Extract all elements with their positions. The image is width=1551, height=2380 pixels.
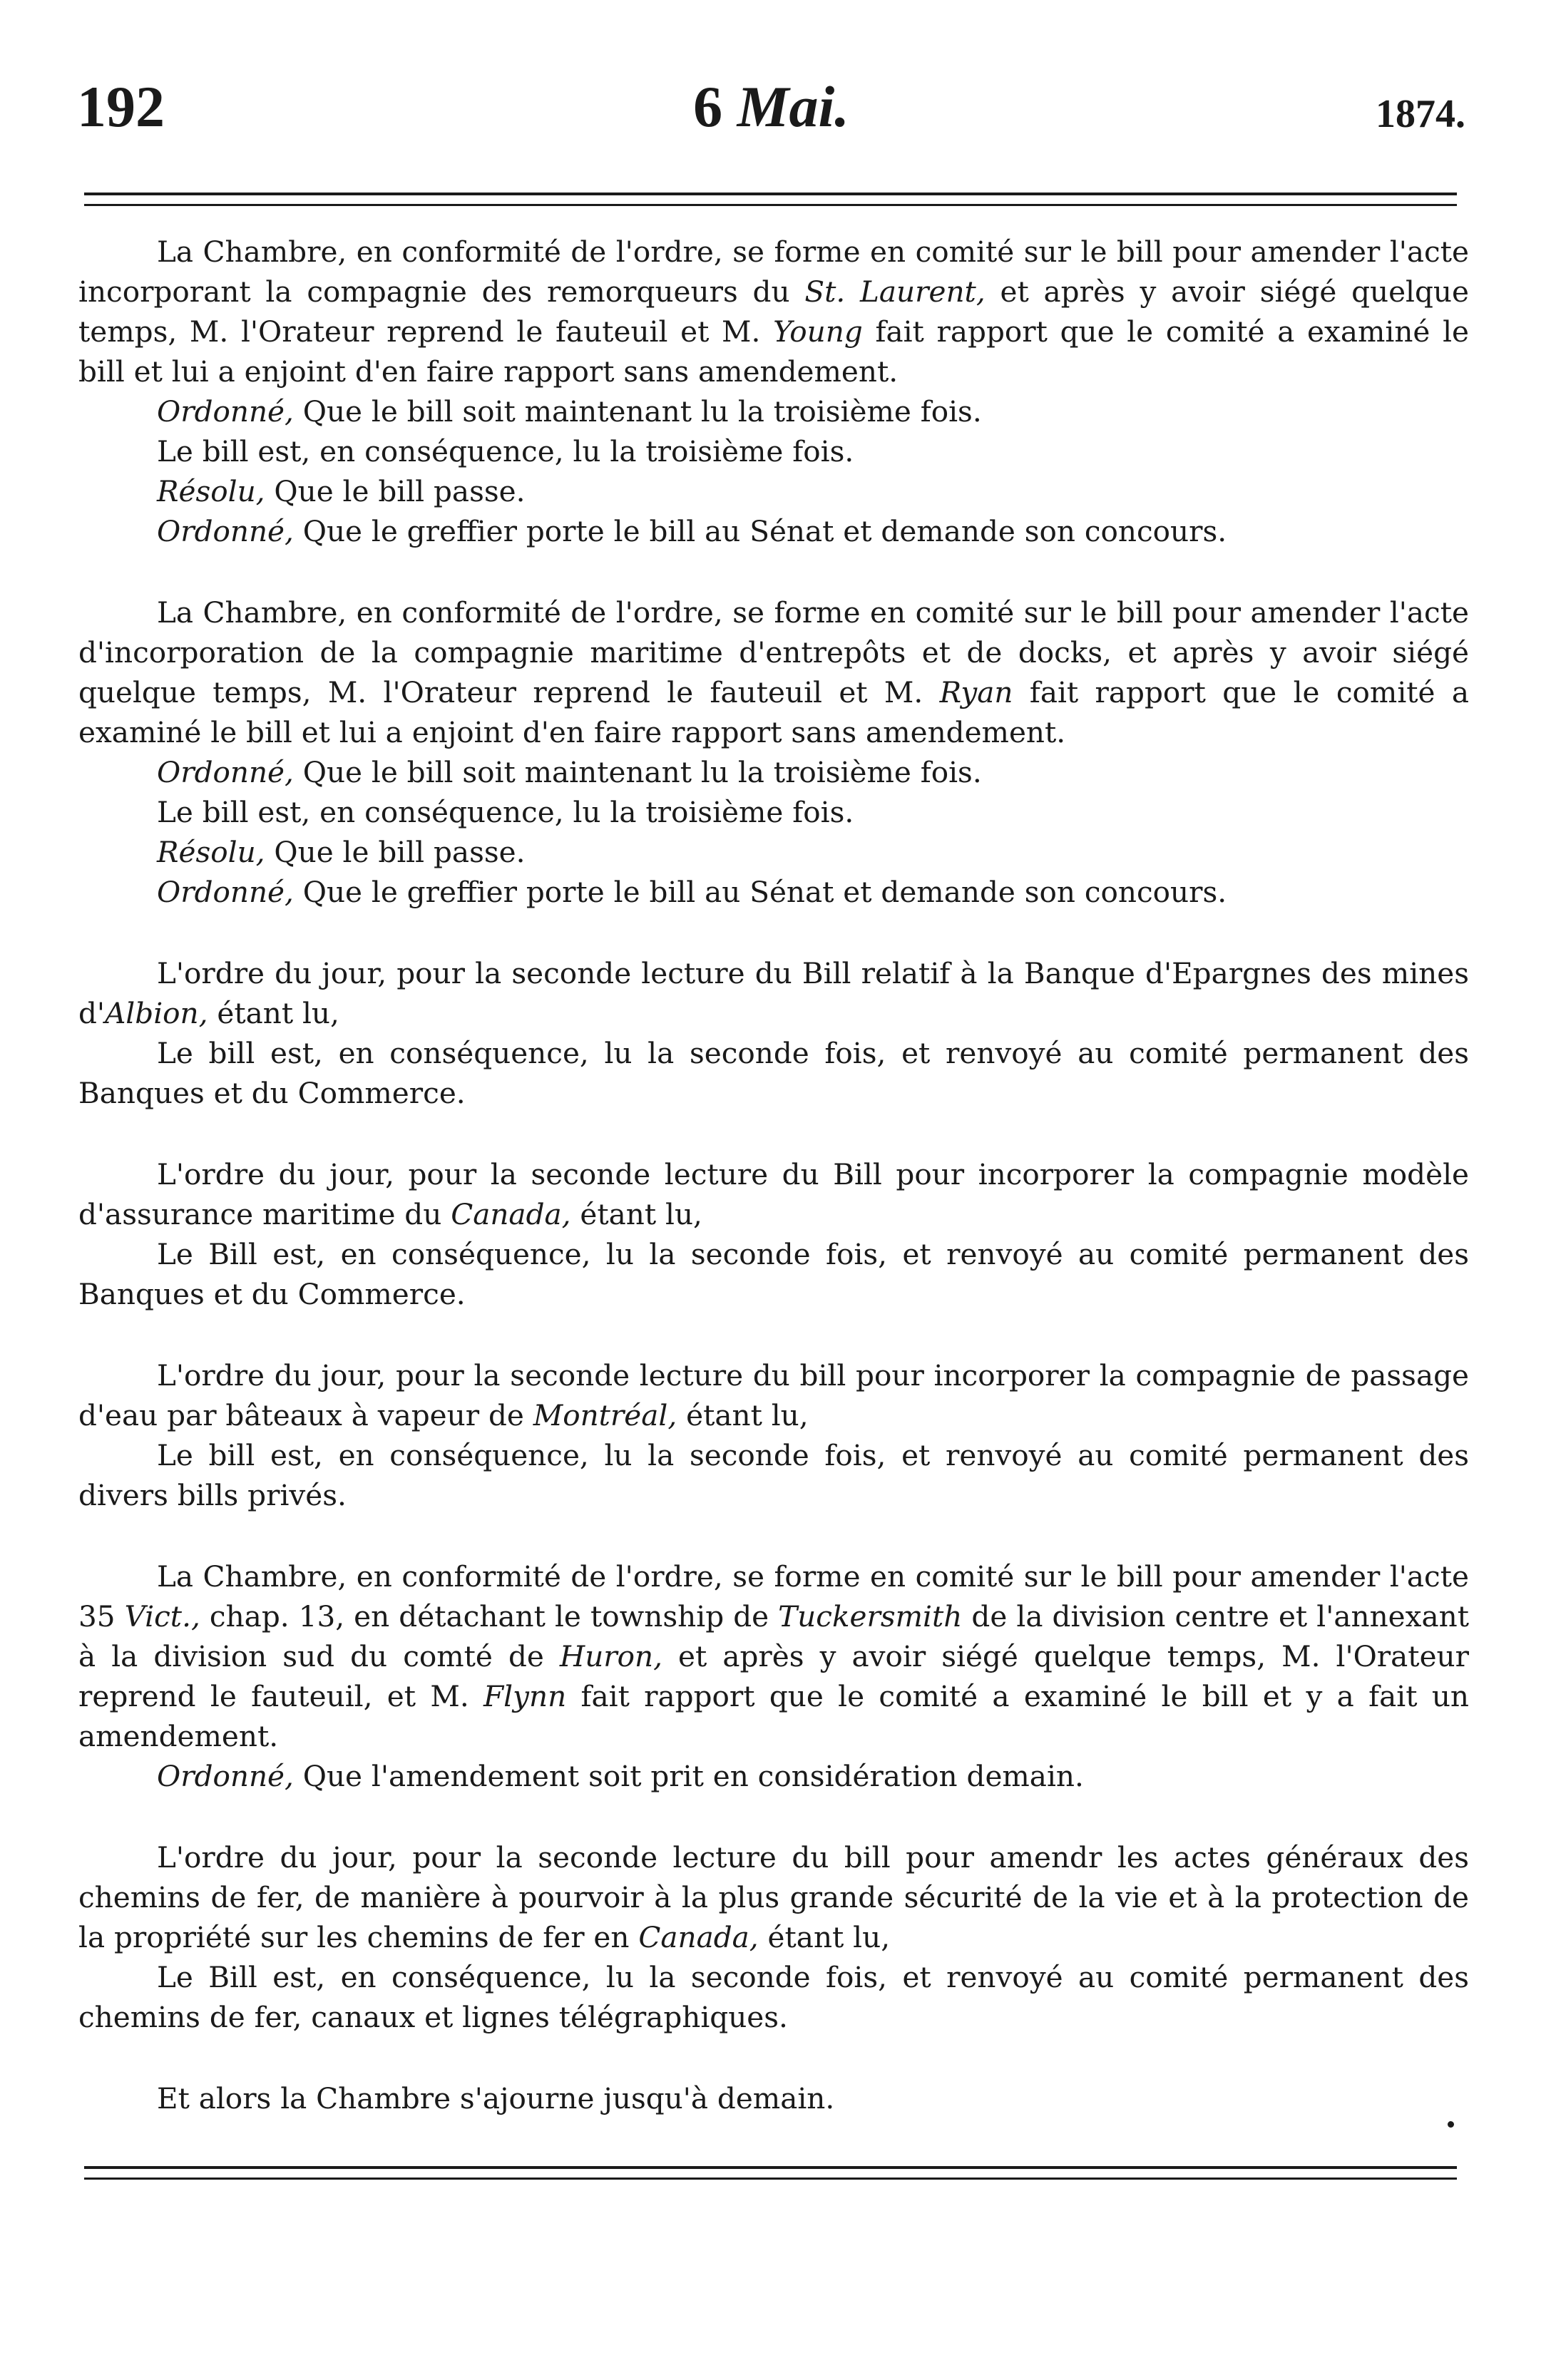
entry-entrepots-docks [78, 593, 1469, 912]
running-date-day: 6 [693, 74, 723, 139]
ordonne-line: Ordonné, Que le bill soit maintenant lu la troisième fois. [157, 394, 982, 429]
entry-intro: La Chambre, en conformité de l'ordre, se forme en comité sur le bill pour amender l'acte incorporant la compagnie des remorqueurs du St. Laurent, et après y avoir siégé quelque temps, M. l'Orateur reprend le fauteuil et M. Young fait rapport que le comité a examiné le bill et lui a enjoint d'en faire rapport sans amendement. [78, 235, 1469, 389]
ordonne-line: Ordonné, Que l'amendement soit prit en considération demain. [157, 1759, 1084, 1793]
entry-adjournment [78, 2078, 1469, 2118]
referral-line: Le Bill est, en conséquence, lu la seconde fois, et renvoyé au comité permanent des chemins de fer, canaux et lignes télégraphiques. [78, 1960, 1469, 2034]
member-name: Young [773, 314, 863, 349]
ordonne-senat-line: Ordonné, Que le greffier porte le bill au Sénat et demande son concours. [157, 514, 1227, 548]
ordonne-line: Ordonné, Que le bill soit maintenant lu la troisième fois. [157, 755, 982, 789]
order-of-day: L'ordre du jour, pour la seconde lecture du Bill pour incorporer la compagnie modèle d'assurance maritime du Canada, étant lu, [78, 1157, 1469, 1231]
page-number: 192 [77, 74, 165, 139]
entry-remorqueurs [78, 232, 1469, 551]
footer-rule [84, 2166, 1457, 2180]
township-name: Tuckersmith [778, 1599, 963, 1633]
entry-tuckersmith [78, 1556, 1469, 1796]
bill-read-line: Le bill est, en conséquence, lu la troisième fois. [157, 795, 854, 829]
running-date [77, 68, 1465, 146]
entry-intro: La Chambre, en conformité de l'ordre, se forme en comité sur le bill pour amender l'acte d'incorporation de la compagnie maritime d'entrepôts et de docks, et après y avoir siégé quelque temps, M. l'Orateur reprend le fauteuil et M. Ryan fait rapport que le comité a examiné le bill et lui a enjoint d'en faire rapport sans amendement. [78, 595, 1469, 749]
entry-passage-montreal [78, 1355, 1469, 1515]
referral-line: Le Bill est, en conséquence, lu la seconde fois, et renvoyé au comité permanent des Banques et du Commerce. [78, 1237, 1469, 1311]
referral-line: Le bill est, en conséquence, lu la seconde fois, et renvoyé au comité permanent des divers bills privés. [78, 1438, 1469, 1512]
ink-dot [1448, 2121, 1454, 2128]
entry-banque-albion [78, 953, 1469, 1113]
order-of-day: L'ordre du jour, pour la seconde lecture du bill pour amendr les actes généraux des chemins de fer, de manière à pourvoir à la plus grande sécurité de la vie et à la protection de la propriété sur les chemins de fer en Canada, étant lu, [78, 1840, 1469, 1954]
order-of-day: L'ordre du jour, pour la seconde lecture du bill pour incorporer la compagnie de passage d'eau par bâteaux à vapeur de Montréal, étant lu, [78, 1358, 1469, 1432]
member-name: Ryan [939, 675, 1013, 709]
adjournment-line: Et alors la Chambre s'ajourne jusqu'à demain. [157, 2081, 835, 2115]
header-rule [84, 193, 1457, 206]
ordonne-senat-line: Ordonné, Que le greffier porte le bill au Sénat et demande son concours. [157, 875, 1227, 909]
page-header [77, 68, 1465, 146]
journal-body [78, 232, 1469, 2118]
order-of-day: L'ordre du jour, pour la seconde lecture du Bill relatif à la Banque d'Epargnes des mines d'Albion, étant lu, [78, 956, 1469, 1030]
year: 1874. [1376, 92, 1465, 136]
bill-read-line: Le bill est, en conséquence, lu la troisième fois. [157, 434, 854, 468]
place-name: Canada, [638, 1920, 759, 1954]
entry-intro: La Chambre, en conformité de l'ordre, se forme en comité sur le bill pour amender l'acte 35 Vict., chap. 13, en détachant le township de Tuckersmith de la division centre et l'annexant à la division sud du comté de Huron, et après y avoir siégé quelque temps, M. l'Orateur reprend le fauteuil, et M. Flynn fait rapport que le comité a examiné le bill et y a fait un amendement. [78, 1559, 1469, 1753]
entry-chemins-de-fer [78, 1837, 1469, 2037]
place-name: St. Laurent, [804, 275, 986, 309]
place-name: Albion, [105, 996, 208, 1030]
resolu-line: Résolu, Que le bill passe. [157, 474, 526, 508]
statute-ref: Vict., [124, 1599, 200, 1633]
referral-line: Le bill est, en conséquence, lu la seconde fois, et renvoyé au comité permanent des Banques et du Commerce. [78, 1036, 1469, 1110]
running-date-month: Mai. [737, 74, 849, 139]
county-name: Huron, [559, 1639, 662, 1673]
place-name: Montréal, [533, 1398, 677, 1432]
resolu-line: Résolu, Que le bill passe. [157, 835, 526, 869]
place-name: Canada, [451, 1197, 571, 1231]
entry-assurance-maritime [78, 1154, 1469, 1314]
member-name: Flynn [483, 1679, 567, 1713]
